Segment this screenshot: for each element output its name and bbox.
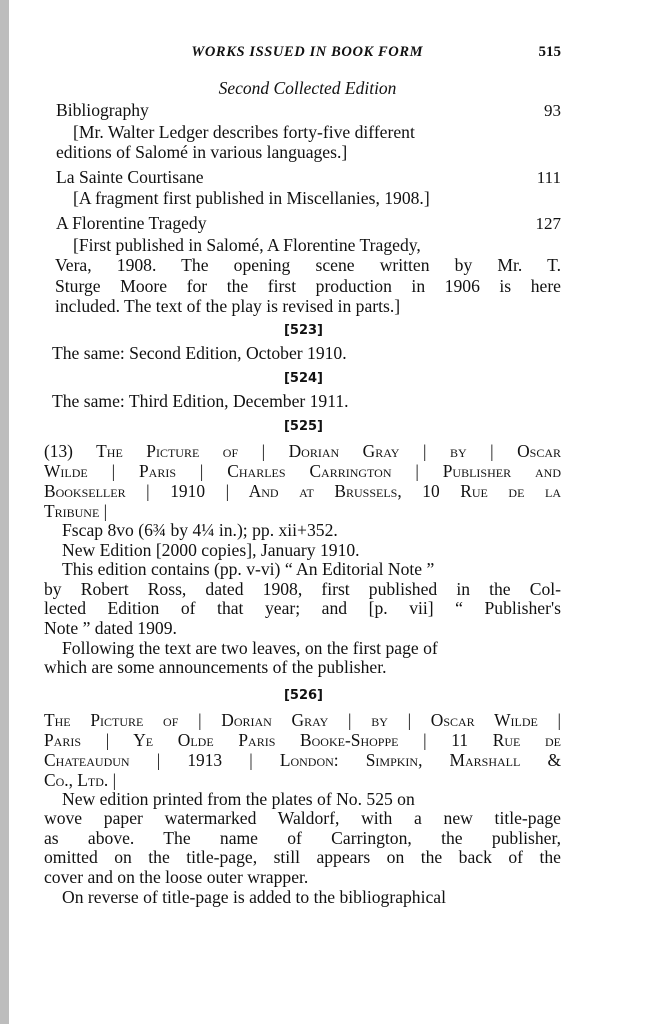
- entry-title: A Florentine Tragedy: [56, 212, 207, 233]
- entry-line: [56, 213, 561, 235]
- paragraph-line: cover and on the loose outer wrapper.: [44, 867, 309, 888]
- entry-title: Bibliography: [56, 100, 149, 120]
- contents-entry: [56, 213, 561, 317]
- paragraph-line: omitted on the title-page, still appears on the back of the: [44, 847, 561, 868]
- item-number: [526]: [283, 687, 324, 703]
- title-line: The Picture of | Dorian Gray | by | Oscar Wilde |: [44, 709, 561, 730]
- entry-note-line: [A fragment first published in Miscellanies, 1908.]: [73, 188, 430, 209]
- paragraph-line: On reverse of title-page is added to the bibliographical: [62, 886, 446, 907]
- running-head-title: WORKS ISSUED IN BOOK FORM: [191, 44, 424, 60]
- paragraph-line: New edition printed from the plates of No. 525 on: [62, 788, 415, 809]
- entry-note-line: [Mr. Walter Ledger describes forty-five different: [73, 121, 415, 142]
- paragraph-line: This edition contains (pp. v-vi) “ An Editorial Note ”: [62, 559, 435, 580]
- entry-note-line: Sturge Moore for the first production in 1906 is here: [55, 275, 561, 296]
- item-number: [523]: [283, 322, 324, 338]
- paragraph-line: which are some announcements of the publisher.: [44, 657, 387, 678]
- contents-entry: [56, 100, 561, 163]
- title-line: (13) The Picture of | Dorian Gray | by | Oscar: [44, 440, 561, 461]
- item-number: [525]: [283, 418, 324, 434]
- page-gutter: [0, 0, 9, 1024]
- paragraph: [46, 888, 561, 908]
- page-number: 515: [538, 44, 561, 60]
- title-transcription: [46, 710, 561, 790]
- paragraph-line: by Robert Ross, dated 1908, first published in the Col-: [44, 578, 561, 599]
- paragraph-line: wove paper watermarked Waldorf, with a new title-page: [44, 808, 561, 829]
- paragraph: [46, 639, 561, 678]
- entry-page-number: 111: [536, 167, 561, 187]
- paragraph-line: Following the text are two leaves, on the first page of: [62, 637, 438, 658]
- paragraph-line: Note ” dated 1909.: [44, 617, 177, 638]
- item-text: The same: Second Edition, October 1910.: [52, 342, 347, 363]
- entry-note-line: [First published in Salomé, A Florentine Tragedy,: [73, 234, 421, 255]
- format-line: Fscap 8vo (6¾ by 4¼ in.); pp. xii+352.: [62, 519, 338, 540]
- entry-note-line: Vera, 1908. The opening scene written by Mr. T.: [55, 255, 561, 276]
- title-line: Wilde | Paris | Charles Carrington | Publisher and: [44, 460, 561, 481]
- entry-line: [56, 167, 561, 189]
- contents-entry: [56, 167, 561, 209]
- title-line: Bookseller | 1910 | And at Brussels, 10 Rue de la: [44, 480, 561, 501]
- entry-note-line: included. The text of the play is revised in parts.]: [55, 296, 401, 317]
- item-number: [524]: [283, 370, 324, 386]
- entry-title: La Sainte Courtisane: [56, 166, 204, 187]
- book-page: [46, 42, 561, 907]
- edition-line: New Edition [2000 copies], January 1910.: [62, 539, 360, 560]
- title-line: Paris | Ye Olde Paris Booke-Shoppe | 11 Rue de: [44, 729, 561, 750]
- title-line: Tribune |: [44, 500, 108, 521]
- entry-line: [56, 100, 561, 122]
- paragraph: [46, 790, 561, 888]
- section-heading: Second Collected Edition: [218, 78, 397, 98]
- entry-page-number: 127: [535, 213, 561, 233]
- entry-note-line: editions of Salomé in various languages.]: [56, 142, 348, 163]
- title-line: Co., Ltd. |: [44, 769, 117, 790]
- title-transcription: [46, 441, 561, 521]
- paragraph: [46, 560, 561, 638]
- running-head: [46, 42, 561, 68]
- item-text: The same: Third Edition, December 1911.: [52, 390, 349, 411]
- paragraph-line: as above. The name of Carrington, the publisher,: [44, 827, 561, 848]
- entry-page-number: 93: [544, 101, 561, 120]
- title-line: Chateaudun | 1913 | London: Simpkin, Marshall &: [44, 749, 561, 770]
- paragraph-line: lected Edition of that year; and [p. vii] “ Publisher's: [44, 598, 561, 619]
